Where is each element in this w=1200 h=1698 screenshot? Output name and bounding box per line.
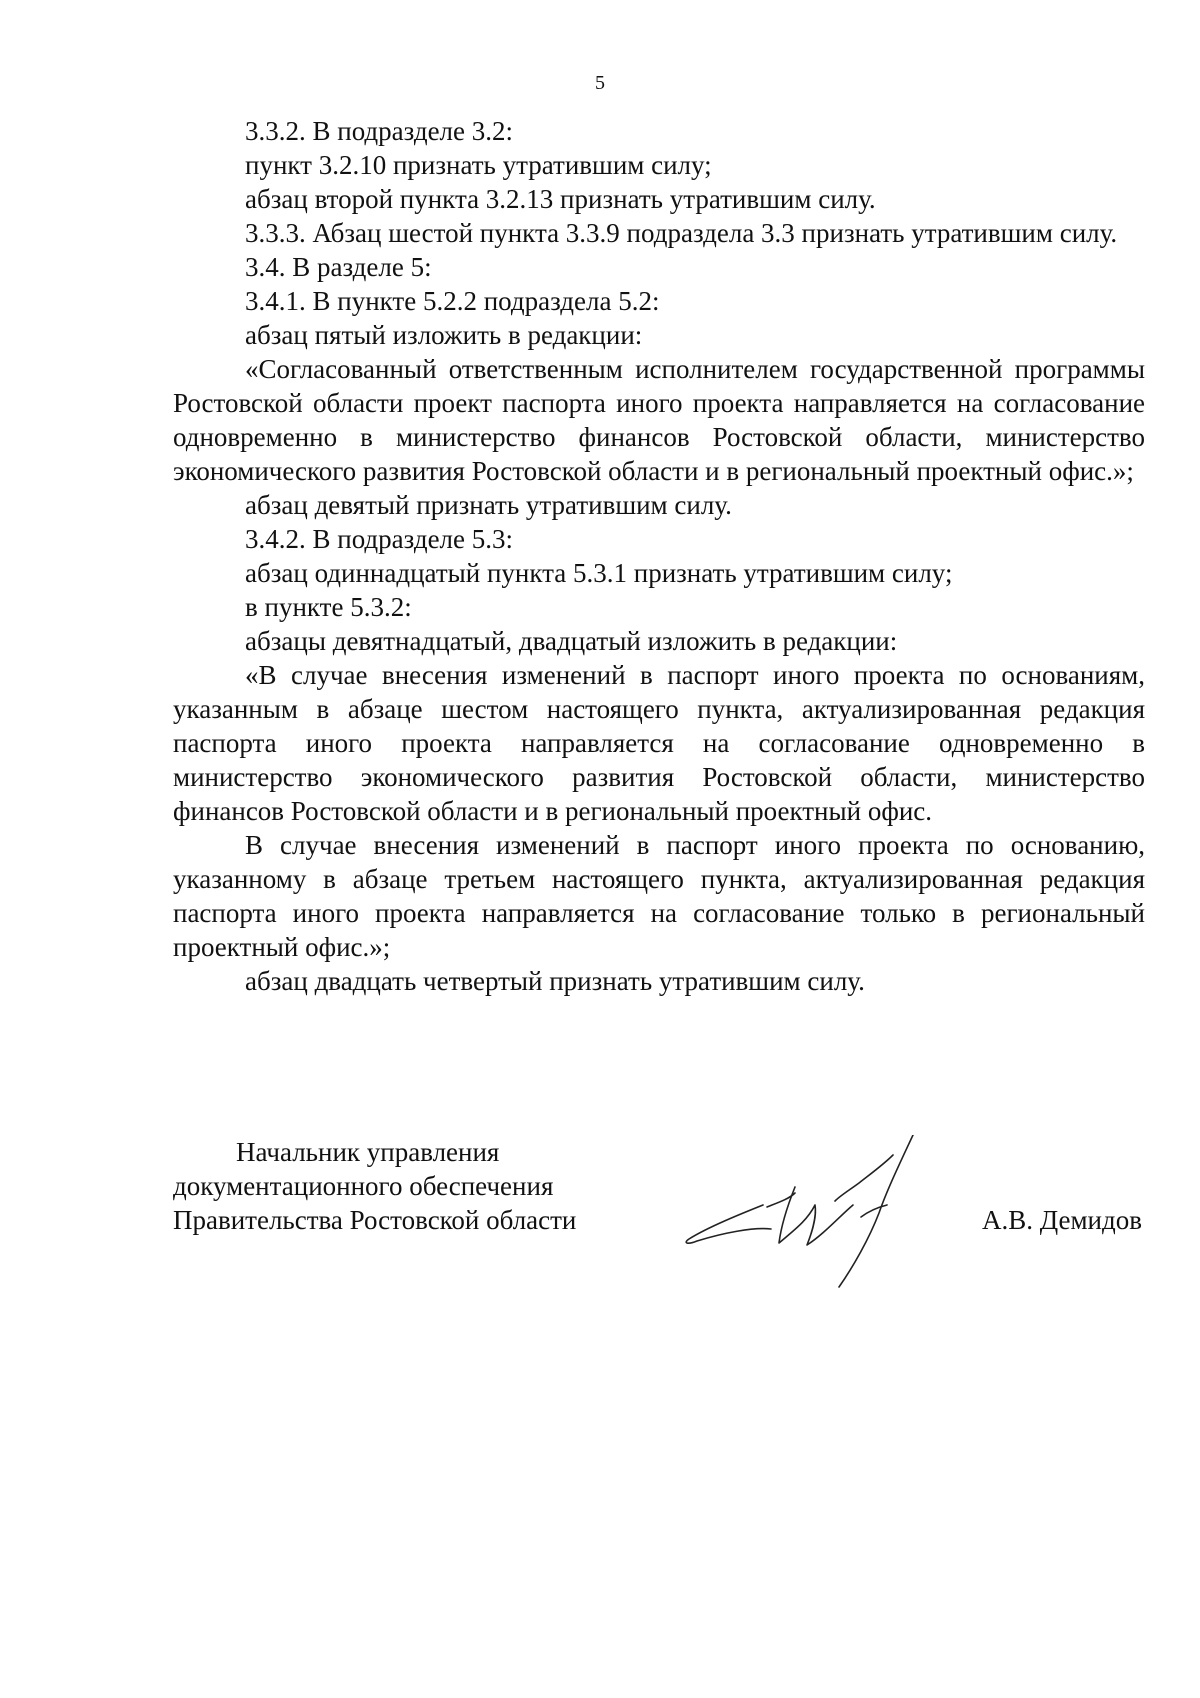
signatory-title [173, 1135, 576, 1237]
signature-block [173, 1135, 1145, 1285]
paragraph: 3.3.2. В подразделе 3.2: [245, 116, 514, 146]
paragraph: 3.4.2. В подразделе 5.3: [245, 524, 514, 554]
paragraph: в пункте 5.3.2: [245, 592, 412, 622]
document-body [173, 114, 1145, 998]
signatory-title-line: Начальник управления [236, 1137, 500, 1167]
paragraph: 3.3.3. Абзац шестой пункта 3.3.9 подраздела 3.3 признать утратившим силу. [245, 218, 1118, 248]
page-number: 5 [595, 72, 605, 94]
paragraph: абзац пятый изложить в редакции: [245, 320, 643, 350]
signatory-name: А.В. Демидов [981, 1205, 1142, 1235]
signatory-title-line: документационного обеспечения [173, 1171, 554, 1201]
paragraph: «В случае внесения изменений в паспорт иного проекта по основаниям, указанным в абзаце шестом настоящего пункта, актуализированная редакция паспорта иного проекта направляется на согласование одновременно в министерство экономического развития Ростовской области, министерство финансов Ростовской области и в региональный проектный офис. [173, 660, 1145, 826]
paragraph: абзац двадцать четвертый признать утратившим силу. [245, 966, 865, 996]
paragraph: 3.4. В разделе 5: [245, 252, 432, 282]
paragraph: 3.4.1. В пункте 5.2.2 подраздела 5.2: [245, 286, 660, 316]
signatory-title-line: Правительства Ростовской области [173, 1205, 577, 1235]
paragraph: абзацы девятнадцатый, двадцатый изложить в редакции: [245, 626, 898, 656]
paragraph: абзац одиннадцатый пункта 5.3.1 признать утратившим силу; [245, 558, 953, 588]
paragraph: «Согласованный ответственным исполнителем государственной программы Ростовской области проект паспорта иного проекта направляется на согласование одновременно в министерство финансов Ростовской области, министерство экономического развития Ростовской области и в региональный проектный офис.»; [173, 354, 1145, 486]
handwritten-signature [683, 1135, 943, 1290]
paragraph: пункт 3.2.10 признать утратившим силу; [245, 150, 712, 180]
paragraph: абзац второй пункта 3.2.13 признать утратившим силу. [245, 184, 876, 214]
paragraph: В случае внесения изменений в паспорт иного проекта по основанию, указанному в абзаце третьем настоящего пункта, актуализированная редакция паспорта иного проекта направляется на согласование только в региональный проектный офис.»; [173, 830, 1145, 962]
paragraph: абзац девятый признать утратившим силу. [245, 490, 732, 520]
